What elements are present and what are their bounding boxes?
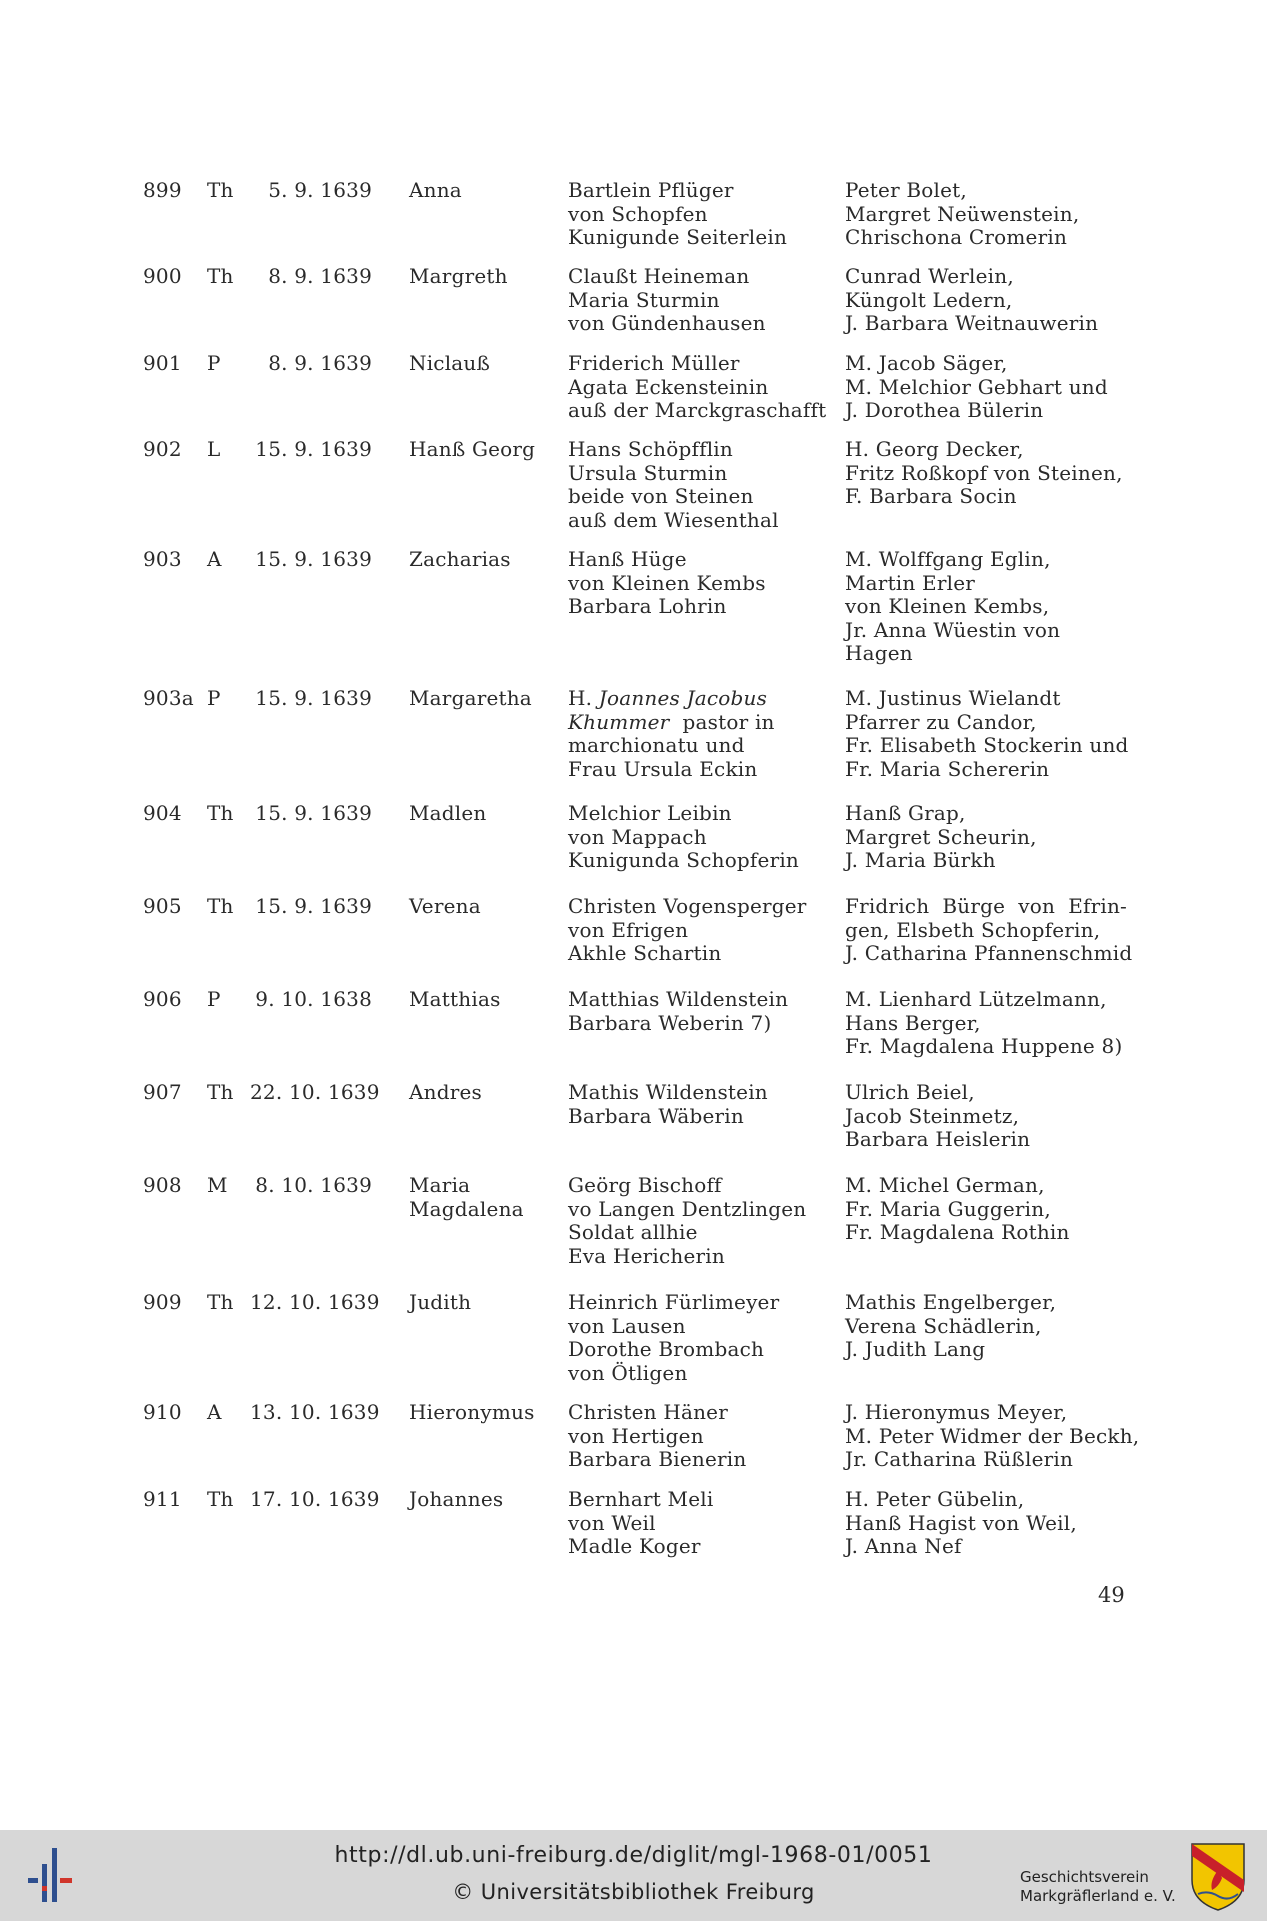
entry-date: 8. 9. 1639 (268, 264, 372, 288)
entry-code: Th (207, 1487, 234, 1511)
child-name: Madlen (409, 801, 487, 825)
godparents: J. Hieronymus Meyer, M. Peter Widmer der Beckh, Jr. Catharina Rüßlerin (845, 1400, 1140, 1471)
child-name: Zacharias (409, 547, 511, 571)
viewer-footer (0, 1830, 1267, 1921)
godparents: M. Lienhard Lützelmann, Hans Berger, Fr. Magdalena Huppene 8) (845, 987, 1123, 1058)
entry-code: P (207, 686, 221, 710)
child-name: Hanß Georg (409, 437, 536, 461)
entry-number: 911 (143, 1487, 182, 1511)
entry-number: 909 (143, 1290, 182, 1314)
society-crest-icon (1188, 1840, 1248, 1912)
godparents: H. Georg Decker, Fritz Roßkopf von Steinen, F. Barbara Socin (845, 437, 1123, 508)
parents: Melchior Leibin von Mappach Kunigunda Schopferin (568, 801, 800, 872)
godparents: Mathis Engelberger, Verena Schädlerin, J. Judith Lang (845, 1290, 1057, 1361)
child-name: Maria Magdalena (409, 1173, 524, 1221)
entry-number: 904 (143, 801, 182, 825)
entry-number: 903 (143, 547, 182, 571)
society-line: Geschichtsverein (1020, 1868, 1149, 1886)
entry-number: 906 (143, 987, 182, 1011)
entry-code: Th (207, 178, 234, 202)
entry-date: 12. 10. 1639 (250, 1290, 380, 1314)
page-number: 49 (1098, 1583, 1125, 1607)
parents: Claußt Heineman Maria Sturmin von Gündenhausen (568, 264, 766, 335)
godparents: Cunrad Werlein, Küngolt Ledern, J. Barbara Weitnauwerin (845, 264, 1099, 335)
parents: H. Joannes Jacobus Khummer pastor in marchionatu und Frau Ursula Eckin (568, 686, 775, 781)
parents: Hanß Hüge von Kleinen Kembs Barbara Lohrin (568, 547, 766, 618)
entry-code: Th (207, 801, 234, 825)
entry-date: 13. 10. 1639 (250, 1400, 380, 1424)
society-line: Markgräflerland e. V. (1020, 1887, 1176, 1905)
entry-number: 910 (143, 1400, 182, 1424)
parents: Matthias Wildenstein Barbara Weberin 7) (568, 987, 789, 1035)
entry-number: 907 (143, 1080, 182, 1104)
entry-code: A (207, 547, 222, 571)
parents: Mathis Wildenstein Barbara Wäberin (568, 1080, 768, 1128)
parents: Friderich Müller Agata Eckensteinin auß der Marckgraschafft (568, 351, 827, 422)
entry-date: 8. 9. 1639 (268, 351, 372, 375)
entry-date: 15. 9. 1639 (255, 894, 372, 918)
entry-date: 15. 9. 1639 (255, 801, 372, 825)
entry-number: 905 (143, 894, 182, 918)
entry-number: 903a (143, 686, 194, 710)
godparents: M. Wolffgang Eglin, Martin Erler von Kleinen Kembs, Jr. Anna Wüestin von Hagen (845, 547, 1061, 665)
entry-number: 900 (143, 264, 182, 288)
entry-number: 901 (143, 351, 182, 375)
godparents: M. Michel German, Fr. Maria Guggerin, Fr. Magdalena Rothin (845, 1173, 1070, 1244)
child-name: Margaretha (409, 686, 532, 710)
entry-code: P (207, 351, 221, 375)
child-name: Niclauß (409, 351, 491, 375)
godparents: Peter Bolet, Margret Neüwenstein, Chrischona Cromerin (845, 178, 1080, 249)
child-name: Andres (409, 1080, 482, 1104)
parents: Christen Häner von Hertigen Barbara Bienerin (568, 1400, 747, 1471)
entry-number: 902 (143, 437, 182, 461)
child-name: Hieronymus (409, 1400, 535, 1424)
entry-date: 17. 10. 1639 (250, 1487, 380, 1511)
entry-code: P (207, 987, 221, 1011)
parents: Bartlein Pflüger von Schopfen Kunigunde Seiterlein (568, 178, 788, 249)
godparents: Hanß Grap, Margret Scheurin, J. Maria Bürkh (845, 801, 1037, 872)
permalink-url[interactable]: http://dl.ub.uni-freiburg.de/diglit/mgl-1968-01/0051 (334, 1843, 933, 1868)
child-name: Anna (409, 178, 462, 202)
parents: Heinrich Fürlimeyer von Lausen Dorothe Brombach von Ötligen (568, 1290, 780, 1385)
entry-code: L (207, 437, 221, 461)
child-name: Judith (409, 1290, 472, 1314)
entry-date: 15. 9. 1639 (255, 686, 372, 710)
society-name (1020, 1868, 1176, 1906)
child-name: Johannes (409, 1487, 504, 1511)
entry-date: 15. 9. 1639 (255, 547, 372, 571)
parents: Bernhart Meli von Weil Madle Koger (568, 1487, 714, 1558)
child-name: Verena (409, 894, 481, 918)
godparents: M. Jacob Säger, M. Melchior Gebhart und J. Dorothea Bülerin (845, 351, 1108, 422)
parents: Christen Vogensperger von Efrigen Akhle Schartin (568, 894, 807, 965)
entry-code: M (207, 1173, 228, 1197)
copyright-notice: © Universitätsbibliothek Freiburg (452, 1880, 815, 1904)
godparents: Fridrich Bürge von Efrin- gen, Elsbeth Schopferin, J. Catharina Pfannenschmid (845, 894, 1133, 965)
entry-code: A (207, 1400, 222, 1424)
entry-number: 899 (143, 178, 182, 202)
entry-date: 5. 9. 1639 (268, 178, 372, 202)
child-name: Matthias (409, 987, 501, 1011)
entry-number: 908 (143, 1173, 182, 1197)
parents: Geörg Bischoff vo Langen Dentzlingen Soldat allhie Eva Hericherin (568, 1173, 807, 1268)
entry-code: Th (207, 1290, 234, 1314)
entry-date: 22. 10. 1639 (250, 1080, 380, 1104)
entry-date: 8. 10. 1639 (255, 1173, 372, 1197)
parents: Hans Schöpfflin Ursula Sturmin beide von Steinen auß dem Wiesenthal (568, 437, 779, 532)
godparents: H. Peter Gübelin, Hanß Hagist von Weil, J. Anna Nef (845, 1487, 1077, 1558)
entry-code: Th (207, 264, 234, 288)
entry-code: Th (207, 894, 234, 918)
entry-date: 15. 9. 1639 (255, 437, 372, 461)
godparents: Ulrich Beiel, Jacob Steinmetz, Barbara Heislerin (845, 1080, 1031, 1151)
child-name: Margreth (409, 264, 508, 288)
entry-date: 9. 10. 1638 (255, 987, 372, 1011)
entry-code: Th (207, 1080, 234, 1104)
godparents: M. Justinus Wielandt Pfarrer zu Candor, Fr. Elisabeth Stockerin und Fr. Maria Schererin (845, 686, 1129, 781)
